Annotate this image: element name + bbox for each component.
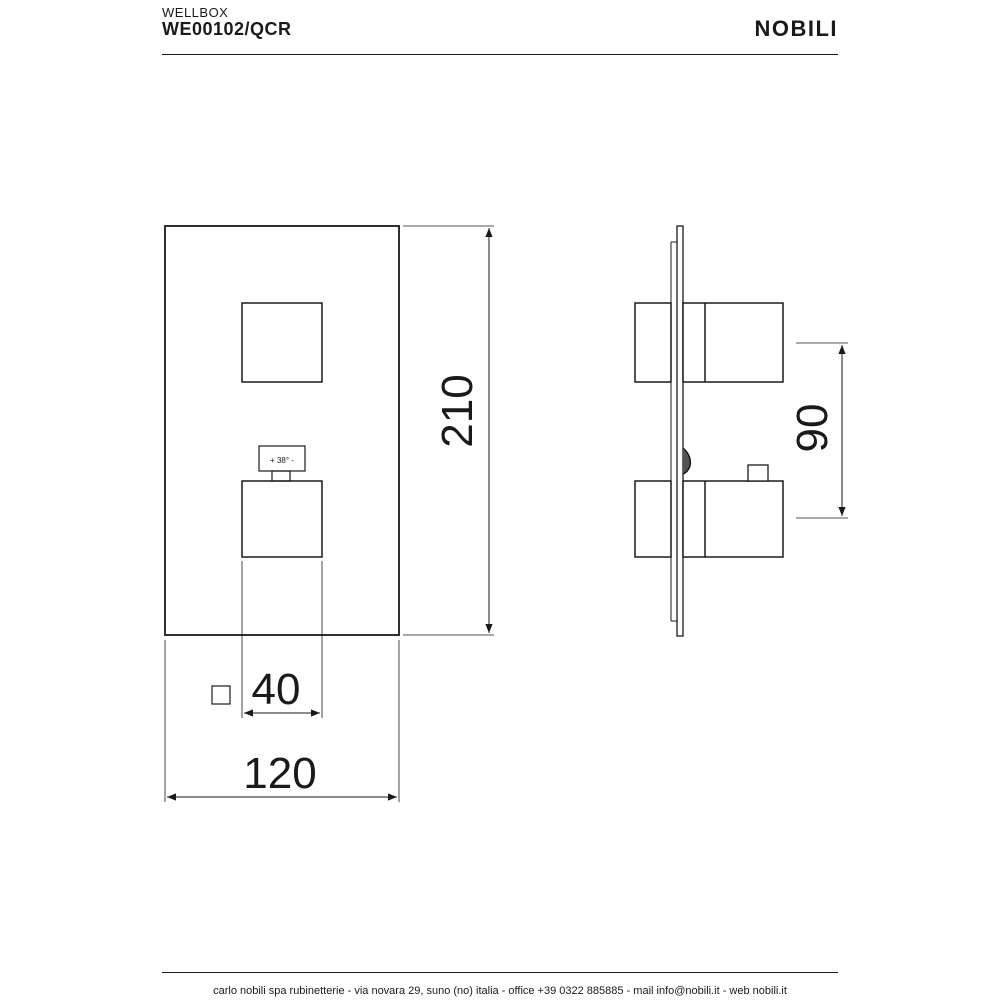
dial-marking: + 38° - bbox=[270, 456, 294, 465]
footer-divider bbox=[162, 972, 838, 973]
square-section-symbol bbox=[212, 686, 230, 704]
upper-knob-rear bbox=[635, 303, 671, 382]
spacing-label: 90 bbox=[788, 403, 837, 453]
upper-knob-front bbox=[683, 303, 783, 382]
product-series: WELLBOX bbox=[162, 5, 229, 20]
front-plate bbox=[165, 226, 399, 635]
height-label: 210 bbox=[433, 374, 482, 448]
temperature-button bbox=[748, 465, 768, 481]
company-footer: carlo nobili spa rubinetterie - via novara 29, suno (no) italia - office +39 0322 885885 - mail info@nobili.it - web nobili.it bbox=[213, 985, 787, 997]
lever-profile bbox=[683, 448, 690, 474]
side-plate bbox=[677, 226, 683, 636]
lower-knob-front bbox=[683, 481, 783, 557]
width-label: 120 bbox=[243, 749, 317, 798]
front-view bbox=[165, 226, 494, 802]
lower-knob-rear bbox=[635, 481, 671, 557]
model-code: WE00102/QCR bbox=[162, 19, 292, 39]
knob-size-label: 40 bbox=[251, 665, 301, 714]
brand-logo: NOBILI bbox=[754, 16, 838, 41]
